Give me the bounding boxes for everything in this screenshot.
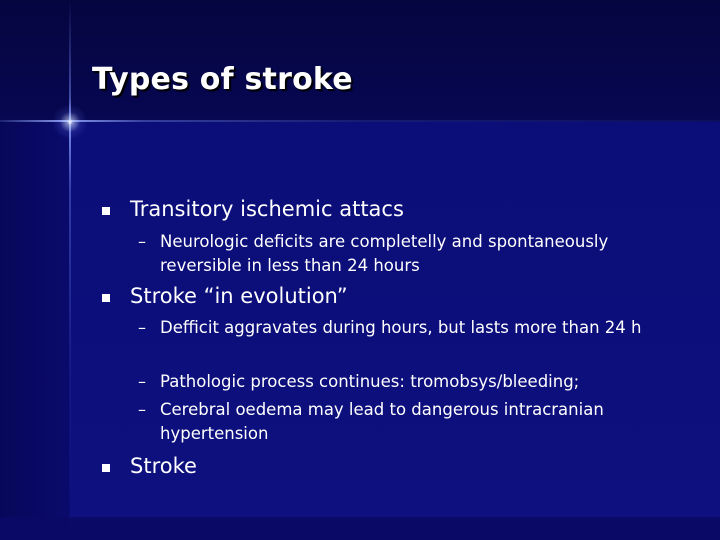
subitem-tia-definition: Neurologic deficits are completelly and spontaneously reversible in less than 24 hours: [160, 232, 609, 275]
subitem-pathologic-process: Pathologic process continues: tromobsys/bleeding;: [160, 372, 580, 391]
square-bullet-icon: [102, 294, 110, 302]
dash-bullet: –: [138, 318, 146, 337]
horizontal-accent-line: [0, 120, 720, 122]
left-margin-band: [0, 122, 70, 540]
bottom-band: [0, 517, 720, 540]
subitem-cerebral-oedema: Cerebral oedema may lead to dangerous intracranian hypertension: [160, 400, 604, 443]
vertical-accent-line: [69, 0, 71, 540]
bullet-item-stroke: Stroke: [130, 454, 197, 478]
subitem-deficit-aggravates: Defficit aggravates during hours, but lasts more than 24 h: [160, 318, 642, 337]
bullet-item-tia: Transitory ischemic attacs: [130, 197, 404, 221]
dash-bullet: –: [138, 372, 146, 391]
sparkle-icon: [52, 104, 88, 140]
slide-title: Types of stroke: [92, 62, 353, 97]
square-bullet-icon: [102, 464, 110, 472]
square-bullet-icon: [102, 207, 110, 215]
title-band: [0, 0, 720, 122]
dash-bullet: –: [138, 232, 146, 251]
bullet-item-stroke-in-evolution: Stroke “in evolution”: [130, 284, 348, 308]
dash-bullet: –: [138, 400, 146, 419]
